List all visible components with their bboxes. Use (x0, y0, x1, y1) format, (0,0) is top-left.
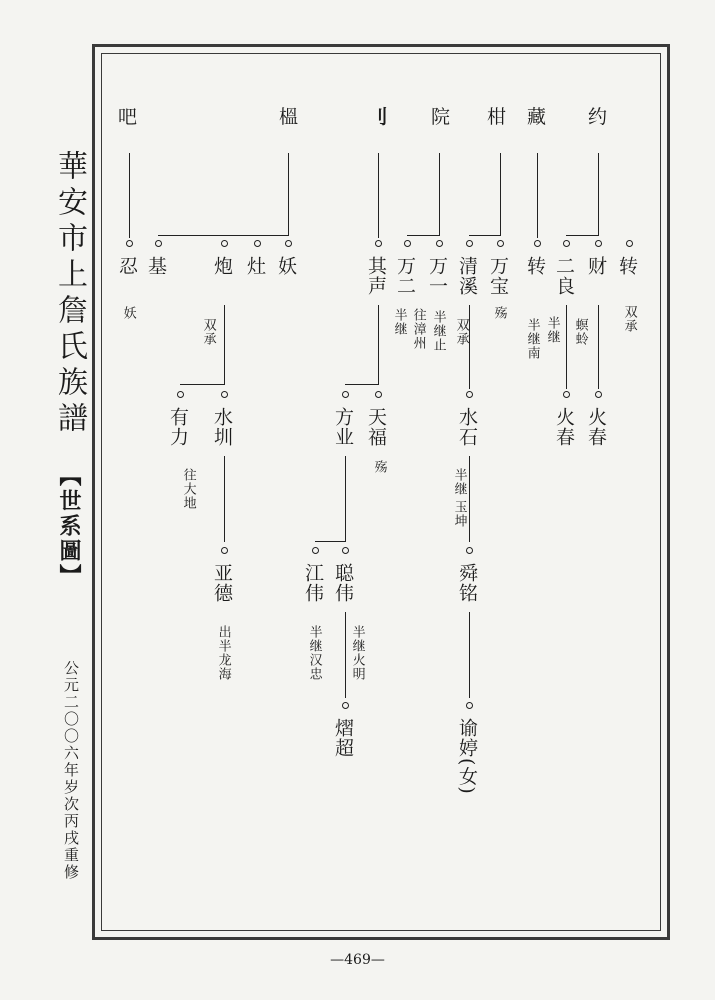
edition-date: 公元二〇〇六年岁次丙戌重修 (62, 660, 80, 881)
person-name: 火春 (553, 407, 575, 447)
person-marker (563, 391, 570, 398)
connector-line (469, 235, 501, 236)
connector-line (129, 153, 130, 238)
person-name: 火春 (585, 407, 607, 447)
note: 半继火明 (349, 625, 365, 681)
connector-line (224, 305, 225, 385)
connector-line (378, 305, 379, 385)
person-name: 万宝 (487, 256, 509, 296)
note: 半继 (391, 308, 407, 336)
person-marker (126, 240, 133, 247)
note: 半继南 (524, 318, 540, 360)
connector-line (224, 456, 225, 542)
connector-line (345, 384, 379, 385)
person-name: 方业 (332, 407, 354, 447)
section-title: 【世系圖】 (56, 464, 82, 589)
note: 殇 (491, 306, 507, 320)
person-marker (534, 240, 541, 247)
person-name: 亚德 (211, 563, 233, 603)
note: 双承 (200, 318, 216, 346)
connector-line (566, 305, 567, 389)
connector-line (537, 153, 538, 238)
person-name: 谕婷(女) (456, 718, 478, 795)
note: 往漳州 (410, 308, 426, 350)
person-name: 熠超 (332, 718, 354, 758)
person-marker (595, 391, 602, 398)
note: 玉坤 (451, 500, 467, 528)
person-marker (375, 240, 382, 247)
connector-line (158, 235, 289, 236)
gen-top-6: 榲 (279, 106, 299, 128)
connector-line (598, 305, 599, 389)
gen-top-5: 刂 (369, 106, 389, 128)
person-name: 转 (616, 256, 638, 276)
note: 半继 (544, 316, 560, 344)
person-name: 水圳 (211, 407, 233, 447)
note: 殇 (371, 460, 387, 474)
connector-line (378, 153, 379, 238)
person-marker (155, 240, 162, 247)
note: 螟蛉 (572, 318, 588, 346)
connector-line (566, 235, 599, 236)
connector-line (469, 305, 470, 389)
person-marker (436, 240, 443, 247)
person-marker (375, 391, 382, 398)
person-marker (221, 240, 228, 247)
person-marker (626, 240, 633, 247)
gen-top-4: 院 (431, 106, 451, 128)
page-number: —469— (330, 952, 385, 968)
connector-line (598, 153, 599, 236)
person-name: 聪伟 (332, 563, 354, 603)
person-name: 清溪 (456, 256, 478, 296)
connector-line (180, 384, 225, 385)
person-name: 忍 (116, 256, 138, 276)
connector-line (288, 153, 289, 236)
person-name: 财 (585, 256, 607, 276)
person-name: 基 (145, 256, 167, 276)
person-marker (285, 240, 292, 247)
gen-top-3: 柑 (487, 106, 507, 128)
person-name: 舜铭 (456, 563, 478, 603)
person-name: 转 (524, 256, 546, 276)
person-marker (342, 702, 349, 709)
person-marker (466, 702, 473, 709)
person-name: 灶 (244, 256, 266, 276)
person-name: 天福 (365, 407, 387, 447)
person-marker (254, 240, 261, 247)
note: 双承 (453, 318, 469, 346)
person-marker (221, 391, 228, 398)
book-title: 華安市上詹氏族譜 (52, 150, 87, 438)
note: 半继汉忠 (306, 625, 322, 681)
person-marker (466, 391, 473, 398)
note: 妖 (120, 306, 136, 320)
connector-line (345, 612, 346, 698)
gen-top-2: 藏 (527, 106, 547, 128)
note: 双承 (621, 305, 637, 333)
person-marker (595, 240, 602, 247)
note: 往大地 (180, 468, 196, 510)
person-marker (221, 547, 228, 554)
person-name: 江伟 (302, 563, 324, 603)
note: 半继 (451, 468, 467, 496)
person-marker (404, 240, 411, 247)
note: 出半龙海 (215, 625, 231, 681)
connector-line (469, 456, 470, 542)
person-marker (342, 391, 349, 398)
person-marker (342, 547, 349, 554)
connector-line (439, 153, 440, 236)
person-name: 万二 (394, 256, 416, 296)
person-marker (466, 547, 473, 554)
connector-line (469, 612, 470, 698)
person-name: 炮 (211, 256, 233, 276)
person-marker (177, 391, 184, 398)
note: 半继止 (430, 310, 446, 352)
connector-line (315, 541, 346, 542)
person-name: 有力 (167, 407, 189, 447)
connector-line (407, 235, 440, 236)
person-name: 妖 (275, 256, 297, 276)
person-marker (497, 240, 504, 247)
gen-top-1: 约 (588, 106, 608, 128)
gen-top-7: 吧 (118, 106, 138, 128)
connector-line (345, 456, 346, 542)
person-marker (466, 240, 473, 247)
person-name: 水石 (456, 407, 478, 447)
person-marker (563, 240, 570, 247)
connector-line (500, 153, 501, 236)
person-name: 其声 (365, 256, 387, 296)
person-marker (312, 547, 319, 554)
person-name: 万一 (426, 256, 448, 296)
person-name: 二良 (553, 256, 575, 296)
